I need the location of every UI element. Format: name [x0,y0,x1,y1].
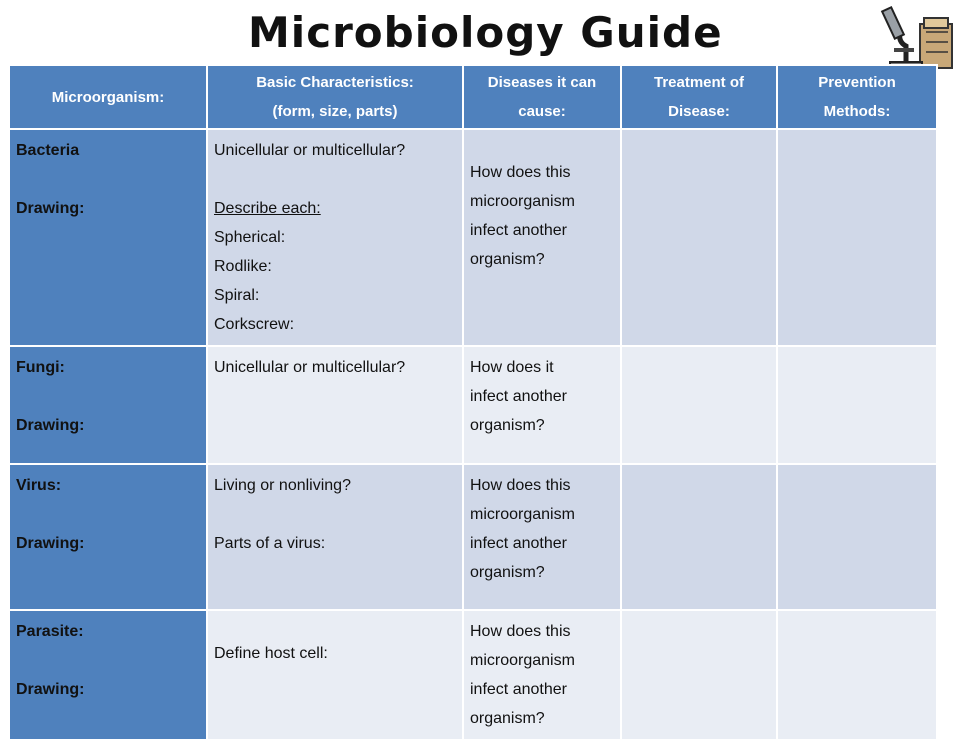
header-characteristics-line2: (form, size, parts) [272,103,398,120]
bacteria-shape-corkscrew: Corkscrew: [214,316,295,333]
header-treatment [621,65,777,129]
bacteria-treatment-cell[interactable] [621,129,777,346]
virus-treatment-cell[interactable] [621,464,777,610]
table-row-parasite [9,610,937,740]
header-diseases [463,65,621,129]
bacteria-disease-line4: organism? [470,251,545,268]
bacteria-disease-line1: How does this [470,164,571,181]
header-treatment-line1: Treatment of [653,74,744,91]
fungi-characteristics-cell [207,346,463,464]
virus-char-question: Living or nonliving? [214,477,351,494]
bacteria-drawing-label: Drawing: [16,200,85,217]
header-prevention-line2: Methods: [823,103,891,120]
virus-drawing-label: Drawing: [16,535,85,552]
bacteria-disease-line3: infect another [470,222,567,239]
fungi-treatment-cell[interactable] [621,346,777,464]
virus-disease-line3: infect another [470,535,567,552]
parasite-disease-line1: How does this [470,623,571,640]
microbiology-table [8,64,938,741]
header-prevention [777,65,937,129]
fungi-disease-line2: infect another [470,388,567,405]
header-row [9,65,937,129]
parasite-drawing-label: Drawing: [16,681,85,698]
bacteria-char-question: Unicellular or multicellular? [214,142,406,159]
parasite-diseases-cell [463,610,621,740]
bacteria-shape-rodlike: Rodlike: [214,258,272,275]
fungi-disease-line3: organism? [470,417,545,434]
table-row-virus [9,464,937,610]
virus-diseases-cell [463,464,621,610]
bacteria-describe-label: Describe each: [214,200,321,217]
fungi-char-question: Unicellular or multicellular? [214,359,406,376]
virus-name-cell [9,464,207,610]
virus-name: Virus: [16,477,62,494]
header-treatment-line2: Disease: [668,103,730,120]
header-microorganism [9,65,207,129]
bacteria-characteristics-cell [207,129,463,346]
virus-disease-line2: microorganism [470,506,575,523]
parasite-characteristics-cell [207,610,463,740]
fungi-name-cell [9,346,207,464]
virus-prevention-cell[interactable] [777,464,937,610]
header-characteristics-line1: Basic Characteristics: [256,74,414,91]
virus-characteristics-cell [207,464,463,610]
bacteria-prevention-cell[interactable] [777,129,937,346]
parasite-name-cell [9,610,207,740]
table-row-bacteria [9,129,937,346]
parasite-name: Parasite: [16,623,84,640]
header-characteristics [207,65,463,129]
header-microorganism-label: Microorganism: [51,88,165,106]
parasite-char-question: Define host cell: [214,645,328,662]
fungi-name: Fungi: [16,359,65,376]
bacteria-shape-spiral: Spiral: [214,287,260,304]
parasite-disease-line2: microorganism [470,652,575,669]
parasite-disease-line3: infect another [470,681,567,698]
virus-parts-label: Parts of a virus: [214,535,326,552]
header-diseases-line2: cause: [518,103,566,120]
virus-disease-line1: How does this [470,477,571,494]
bacteria-diseases-cell [463,129,621,346]
fungi-drawing-label: Drawing: [16,417,85,434]
parasite-disease-line4: organism? [470,710,545,727]
fungi-diseases-cell [463,346,621,464]
parasite-prevention-cell[interactable] [777,610,937,740]
bacteria-name: Bacteria [16,142,80,159]
bacteria-disease-line2: microorganism [470,193,575,210]
parasite-treatment-cell[interactable] [621,610,777,740]
table-row-fungi [9,346,937,464]
bacteria-name-cell [9,129,207,346]
page-title: Microbiology Guide [248,8,723,57]
fungi-prevention-cell[interactable] [777,346,937,464]
fungi-disease-line1: How does it [470,359,554,376]
bacteria-shape-spherical: Spherical: [214,229,286,246]
header-prevention-line1: Prevention [818,74,896,91]
virus-disease-line4: organism? [470,564,545,581]
header-diseases-line1: Diseases it can [487,74,597,91]
